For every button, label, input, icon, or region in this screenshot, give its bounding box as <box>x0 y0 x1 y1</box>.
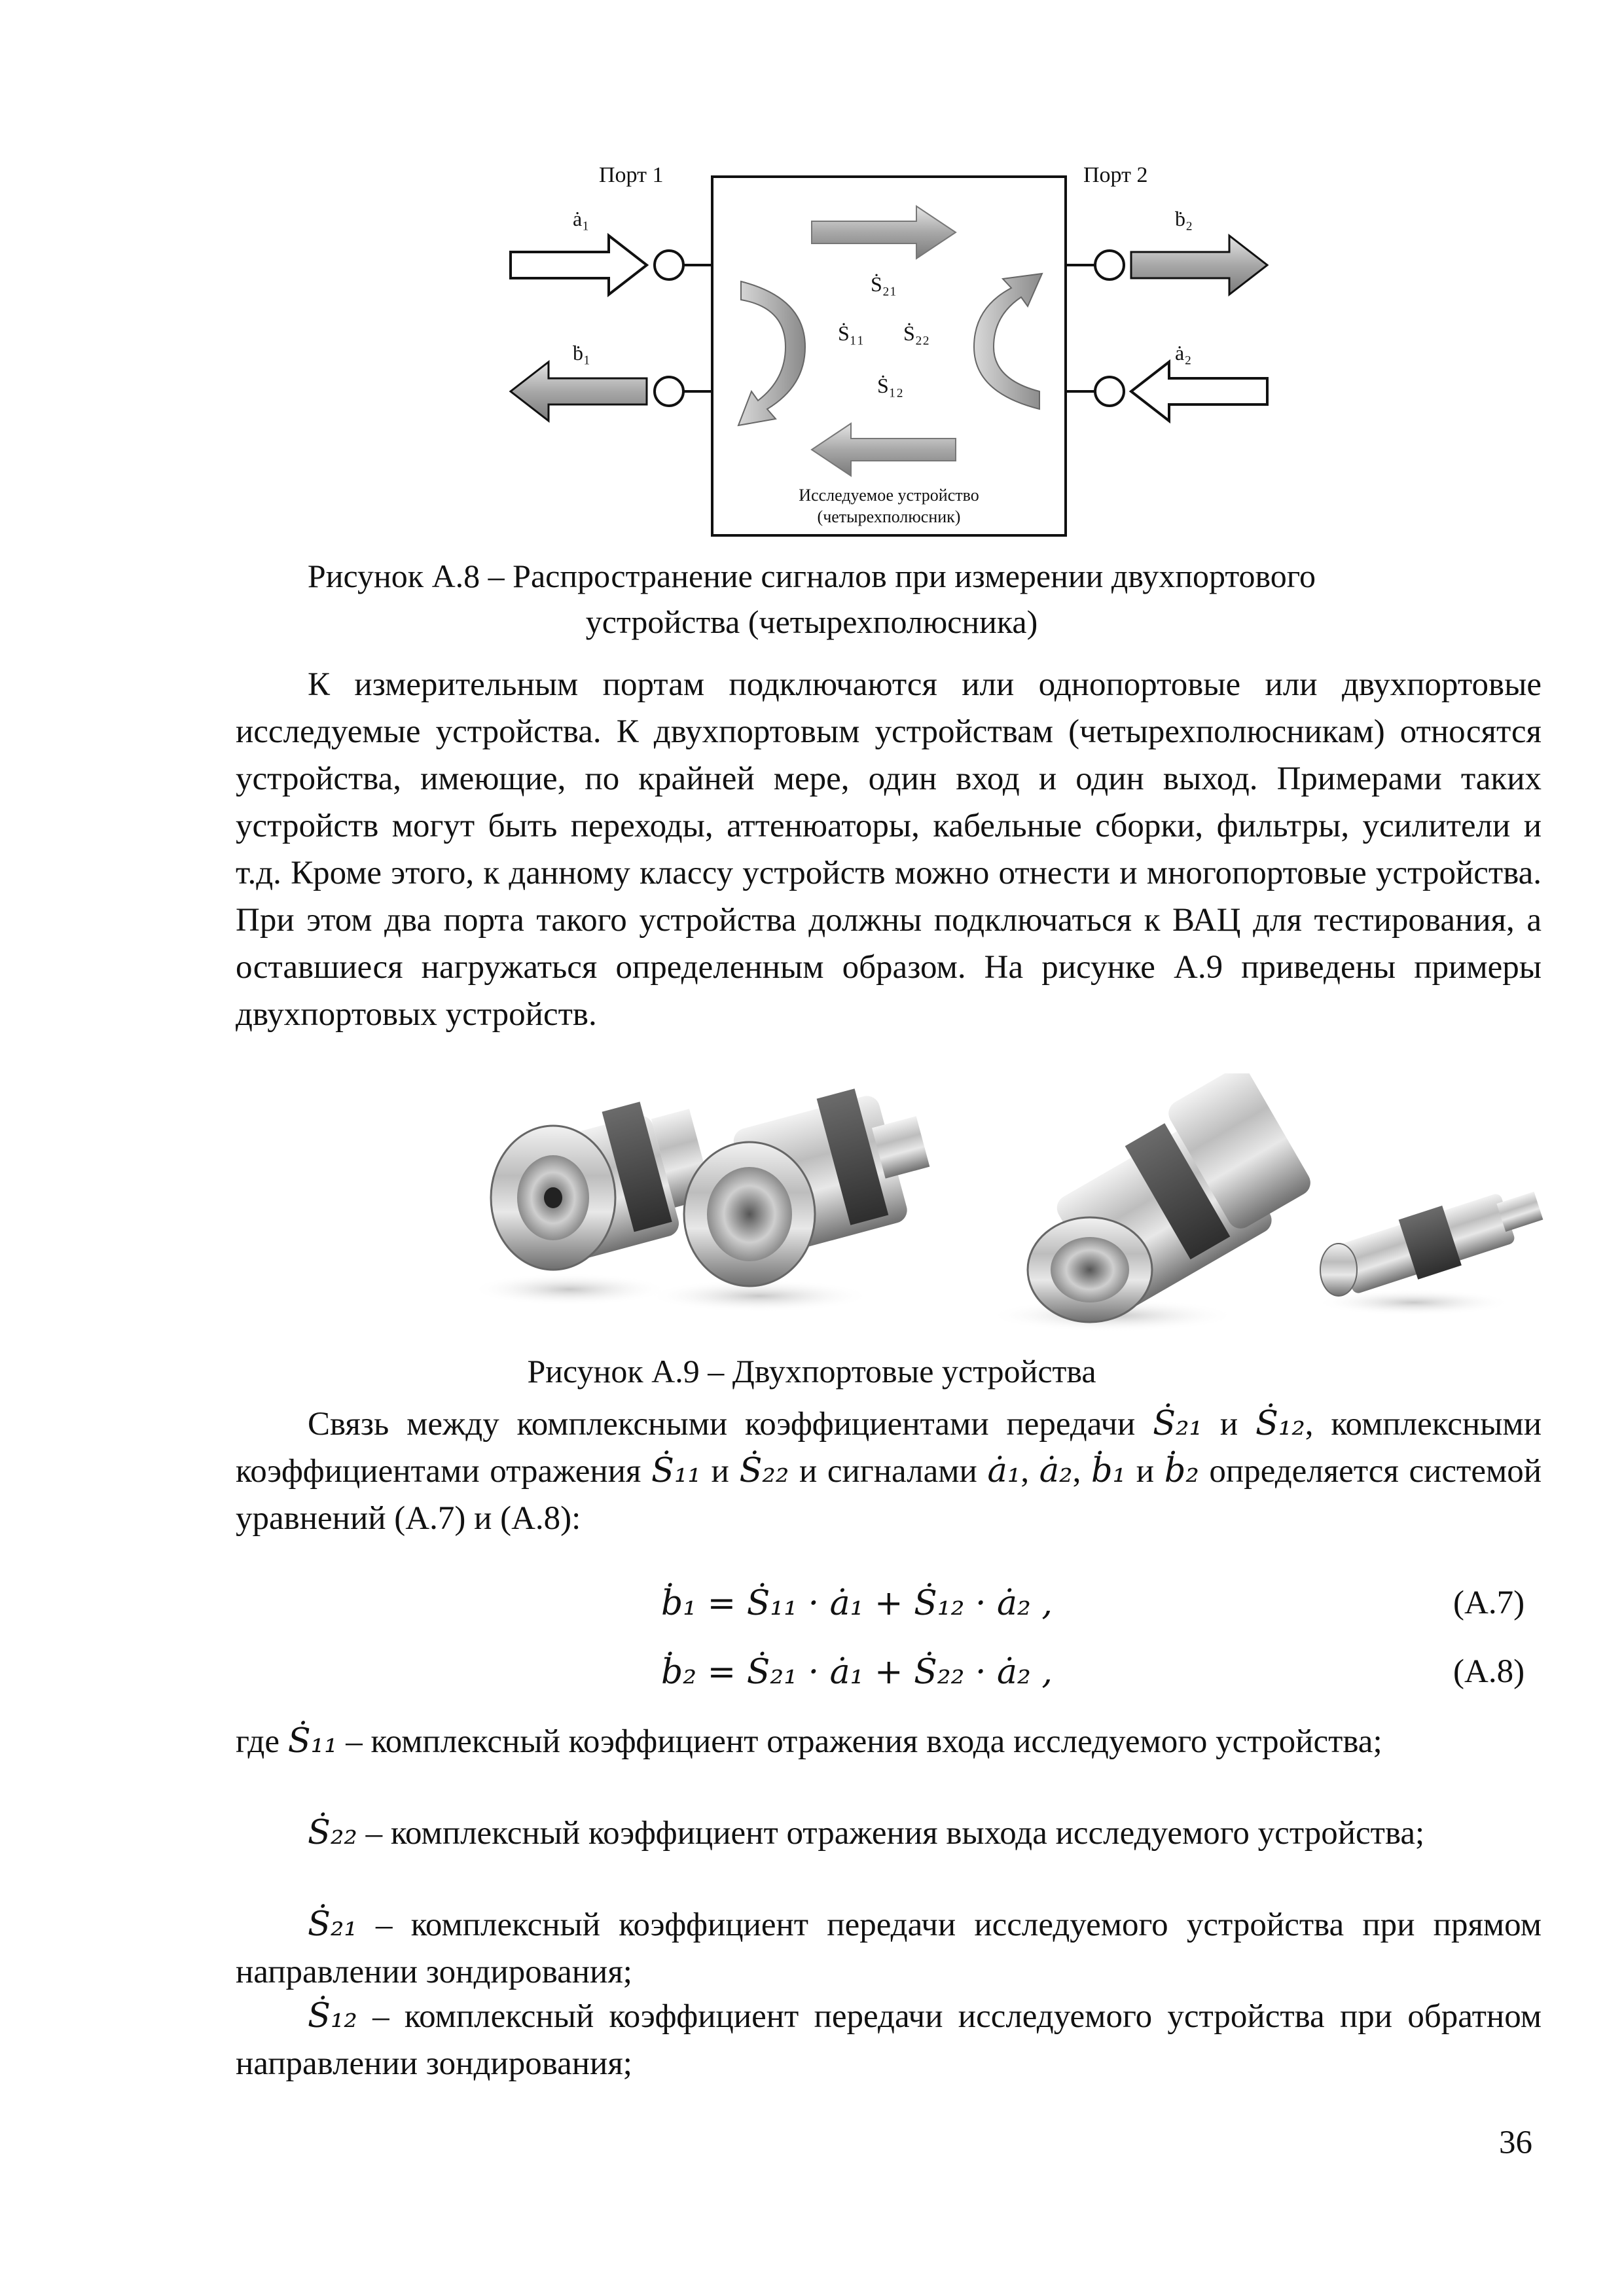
s-parameter-diagram <box>497 151 1283 543</box>
equation-a8-number: (А.8) <box>1453 1653 1525 1690</box>
port2-label: Порт 2 <box>1083 163 1148 187</box>
s12-label: Ṡ₁₂ <box>877 374 904 397</box>
large-adapter <box>988 1073 1315 1332</box>
s12-symbol: Ṡ₁₂ <box>1255 1405 1305 1443</box>
port2-top-connector <box>1066 251 1124 279</box>
port2-bottom-connector <box>1066 377 1124 406</box>
a1-symbol: ȧ₁ <box>987 1452 1021 1490</box>
intro-paragraph-text: К измерительным портам подключаются или однопортовые или двухпортовые исследуемые устройства. К двухпортовым устройствам (четырехполюсникам) относятся устройства, имеющие, по крайней мере, один вход и один выход. Примерами таких устройств могут быть переходы, аттенюаторы, кабельные сборки, фильтры, усилители и т.д. Кроме этого, к данному классу устройств можно отнести и многопортовые устройства. При этом два порта такого устройства должны подключаться к ВАЦ для тестирования, а оставшиеся нагружаться определенным образом. На рисунке А.9 приведены примеры двухпортовых устройств. <box>236 666 1542 1033</box>
definition-prefix: где <box>236 1723 288 1760</box>
definition-symbol: Ṡ₂₂ <box>308 1814 357 1852</box>
equation-a8-formula: ḃ₂ = Ṡ₂₁ · ȧ₁ + Ṡ₂₂ · ȧ₂ , <box>661 1653 1053 1692</box>
s21-label: Ṡ₂₁ <box>871 272 897 296</box>
relation-text-3: , комплексными коэффициентами отражения <box>236 1406 1542 1490</box>
definition-symbol: Ṡ₁₁ <box>287 1722 338 1761</box>
definition-symbol: Ṡ₁₂ <box>308 1997 357 2036</box>
b1-symbol: ḃ₁ <box>1091 1452 1127 1490</box>
b1-label: ḃ₁ <box>573 341 591 365</box>
relation-text-9: определяется системой уравнений (А.7) и (А.8): <box>236 1453 1542 1537</box>
s21-symbol: Ṡ₂₁ <box>1153 1405 1202 1443</box>
figure-a8-caption-line2: устройства (четырехполюсника) <box>585 603 1038 640</box>
port1-label: Порт 1 <box>599 163 664 187</box>
incident-a1-arrow <box>511 236 647 295</box>
definition-s11 <box>236 1718 1542 1765</box>
figure-a8-caption-line1: Рисунок А.8 – Распространение сигналов при измерении двухпортового <box>307 558 1316 594</box>
figure-a9-caption: Рисунок А.9 – Двухпортовые устройства <box>527 1353 1096 1390</box>
equation-a7-formula: ḃ₁ = Ṡ₁₁ · ȧ₁ + Ṡ₁₂ · ȧ₂ , <box>661 1584 1053 1623</box>
device-label-line1: Исследуемое устройство <box>799 486 979 505</box>
b2-label: ḃ₂ <box>1175 207 1193 230</box>
device-label-line2: (четырехполюсник) <box>817 507 961 526</box>
s11-label: Ṡ₁₁ <box>838 321 865 345</box>
b2-symbol: ḃ₂ <box>1164 1452 1199 1490</box>
a2-label: ȧ₂ <box>1175 341 1192 365</box>
two-port-devices-photo <box>471 1073 1584 1335</box>
figure-a8-caption <box>170 553 1453 645</box>
a2-symbol: ȧ₂ <box>1039 1452 1073 1490</box>
definition-s22 <box>236 1810 1542 1857</box>
definition-text: – комплексный коэффициент передачи исследуемого устройства при прямом направлении зондирования; <box>236 1907 1542 1990</box>
relation-text-2: и <box>1202 1406 1255 1443</box>
relation-text-1: Связь между комплексными коэффициентами передачи <box>308 1406 1153 1443</box>
small-attenuator <box>1316 1192 1543 1316</box>
definition-s12 <box>236 1993 1542 2087</box>
relation-text-4: и <box>700 1453 740 1490</box>
s22-symbol: Ṡ₂₂ <box>739 1452 789 1490</box>
s11-symbol: Ṡ₁₁ <box>651 1452 701 1490</box>
relation-text-6: , <box>1020 1453 1039 1490</box>
definition-text: – комплексный коэффициент отражения выхода исследуемого устройства; <box>357 1815 1425 1852</box>
relation-text-5: и сигналами <box>789 1453 988 1490</box>
port1-top-connector <box>655 251 712 279</box>
s22-label: Ṡ₂₂ <box>903 321 930 345</box>
definition-text: – комплексный коэффициент отражения входа исследуемого устройства; <box>337 1723 1382 1760</box>
a1-label: ȧ₁ <box>573 207 590 230</box>
port1-bottom-connector <box>655 377 712 406</box>
incident-a2-arrow <box>1131 362 1267 421</box>
page-number: 36 <box>1499 2125 1532 2161</box>
n-type-adapter-1 <box>471 1102 713 1306</box>
reflected-b1-arrow <box>511 362 647 421</box>
definition-symbol: Ṡ₂₁ <box>308 1905 357 1944</box>
transmitted-b2-arrow <box>1131 236 1267 295</box>
relation-text-7: , <box>1072 1453 1091 1490</box>
relation-paragraph <box>236 1401 1542 1542</box>
definition-text: – комплексный коэффициент передачи исследуемого устройства при обратном направлении зондирования; <box>236 1998 1542 2082</box>
relation-text-8: и <box>1126 1453 1164 1490</box>
definition-s21 <box>236 1901 1542 1996</box>
intro-paragraph <box>236 661 1542 1038</box>
equation-a7-number: (А.7) <box>1453 1585 1525 1621</box>
